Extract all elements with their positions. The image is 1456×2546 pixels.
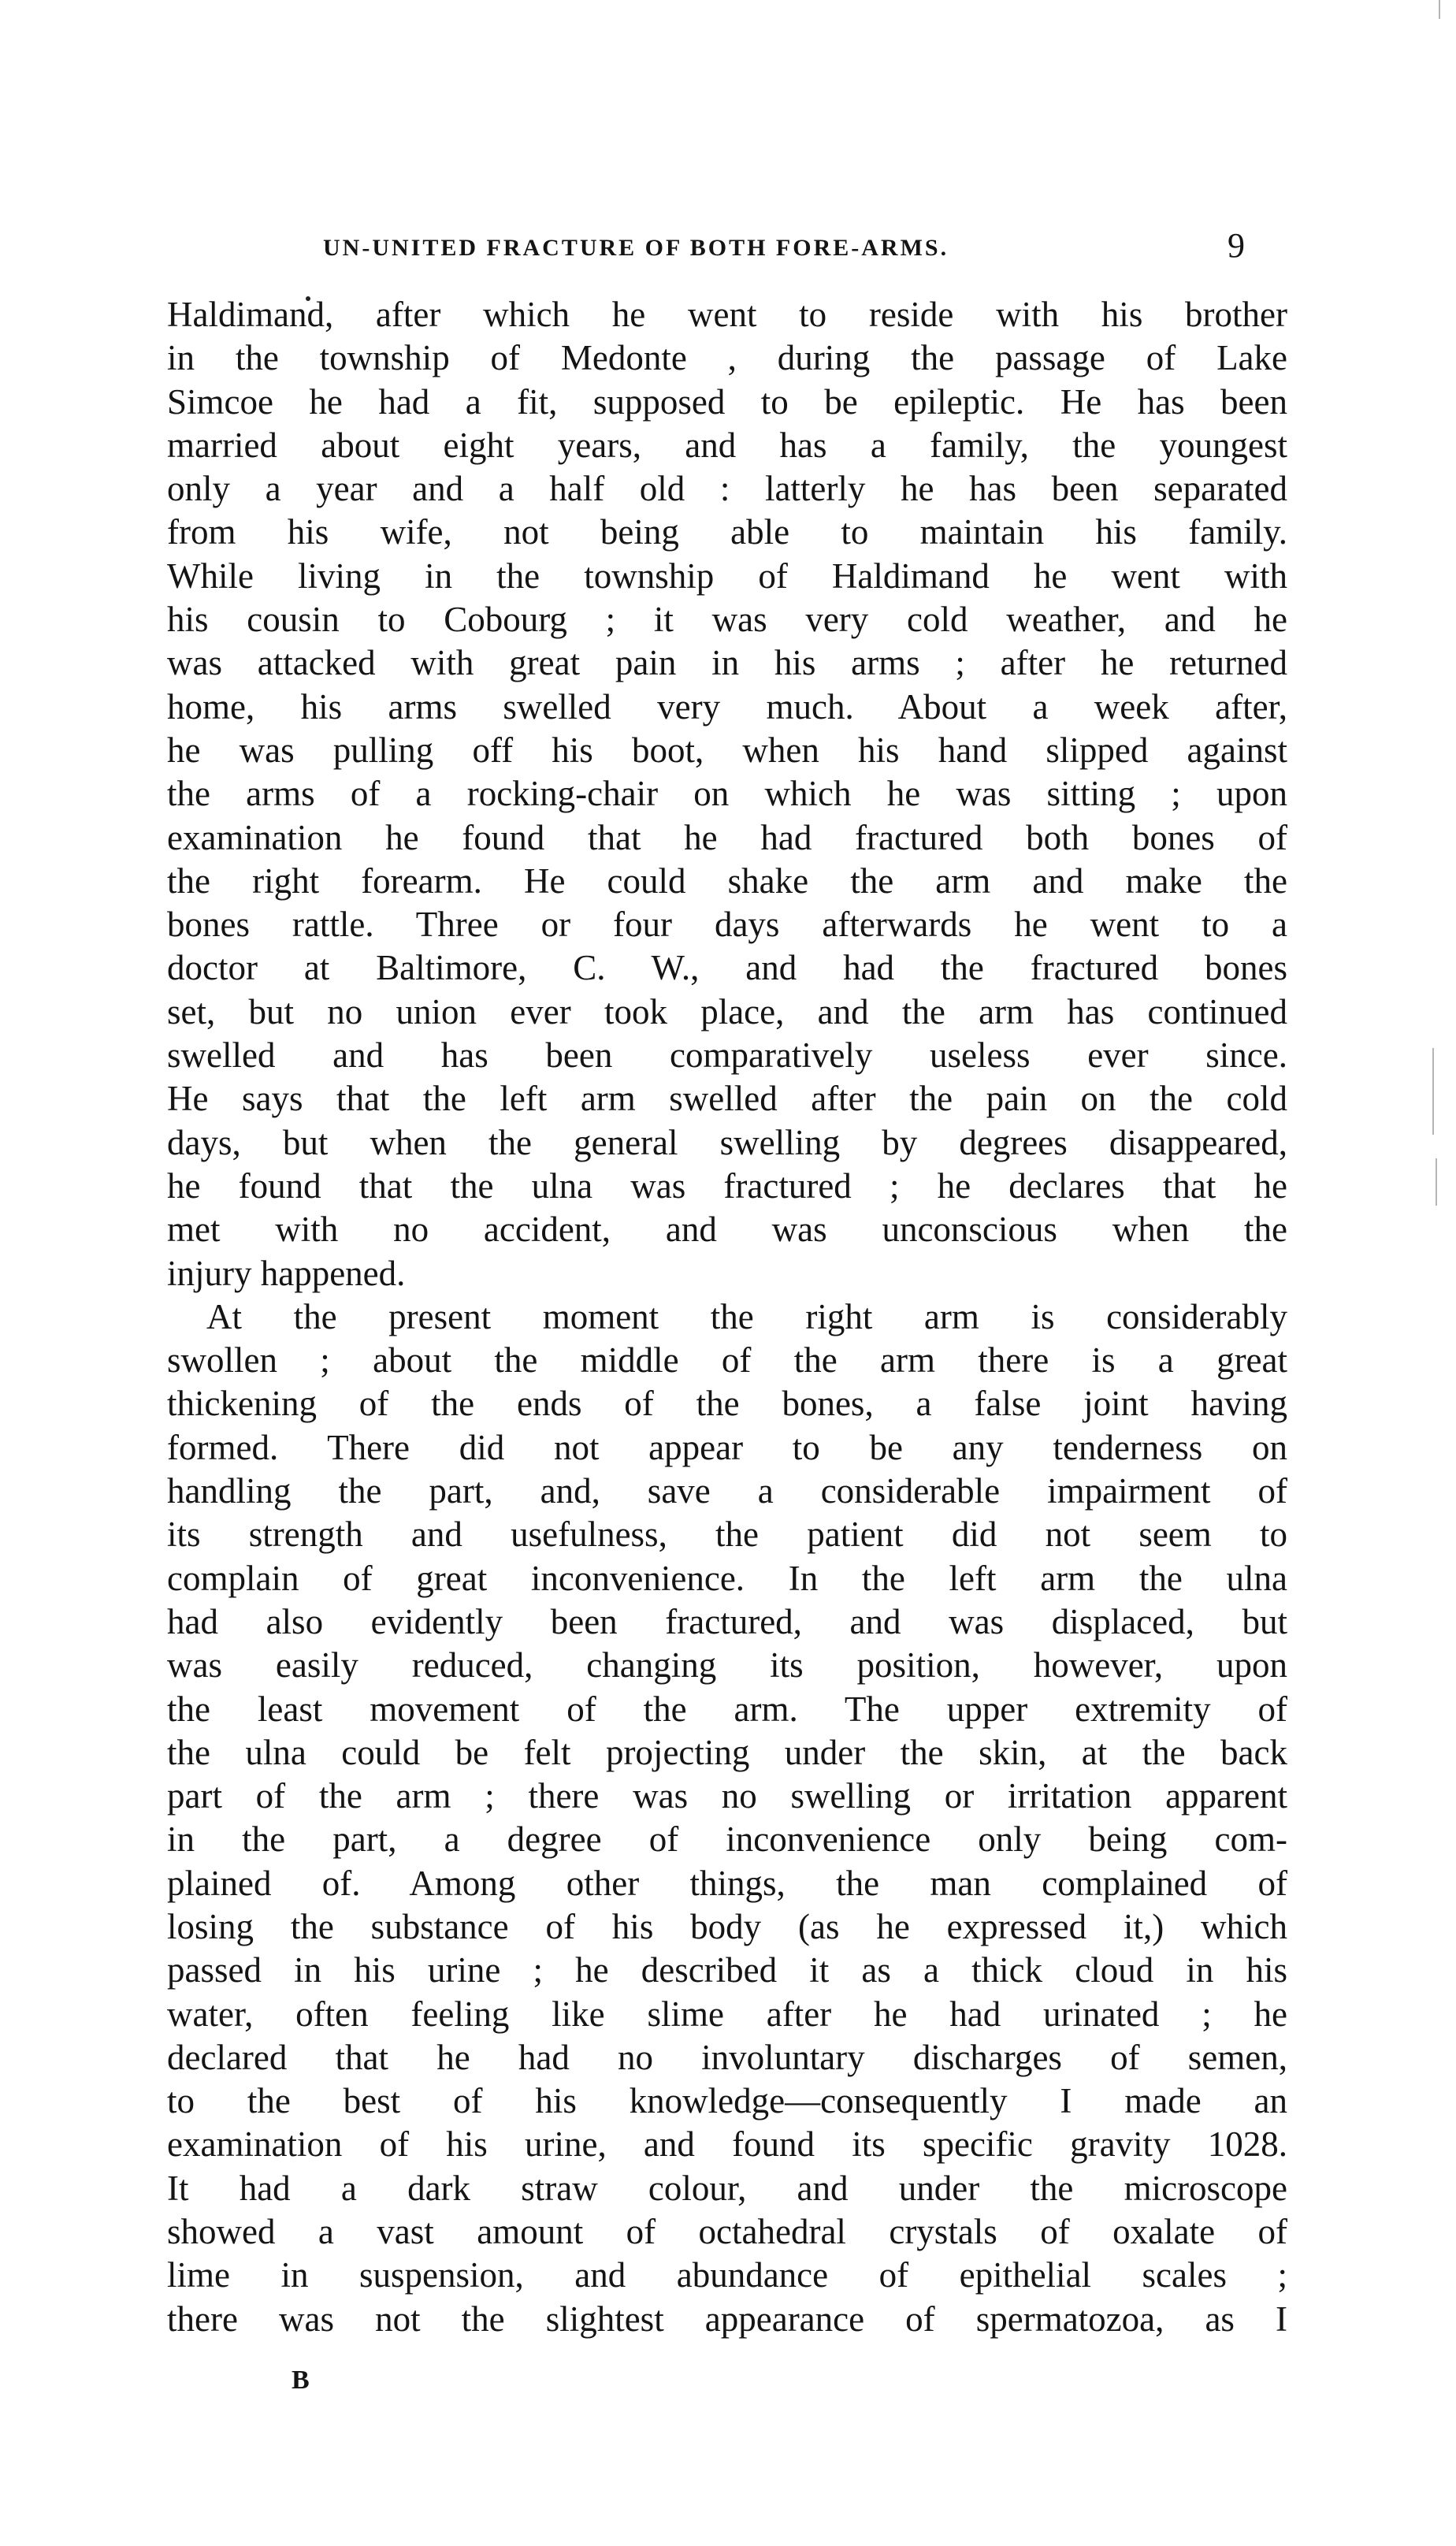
text-line: part of the arm ; there was no swelling or irritation apparent [167, 1776, 1287, 1816]
text-line: from his wife, not being able to maintain his family. [167, 512, 1287, 552]
text-line: He says that the left arm swelled after the pain on the cold [167, 1079, 1287, 1119]
text-line: home, his arms swelled very much. About a week after, [167, 686, 1287, 727]
text-line: doctor at Baltimore, C. W., and had the fractured bones [167, 948, 1287, 988]
signature-mark: B [292, 2366, 310, 2395]
text-line: losing the substance of his body (as he expressed it,) which [167, 1906, 1287, 1946]
text-line: showed a vast amount of octahedral crystals of oxalate of [167, 2212, 1287, 2252]
text-line: declared that he had no involuntary discharges of semen, [167, 2037, 1287, 2077]
text-line: his cousin to Cobourg ; it was very cold weather, and he [167, 600, 1287, 640]
text-line: complain of great inconvenience. In the left arm the ulna [167, 1558, 1287, 1598]
text-line: swelled and has been comparatively useless ever since. [167, 1035, 1287, 1076]
text-line: married about eight years, and has a family, the youngest [167, 425, 1287, 465]
text-line: there was not the slightest appearance of spermatozoa, as I [167, 2299, 1287, 2339]
text-line: its strength and usefulness, the patient did not seem to [167, 1515, 1287, 1555]
body-text [167, 293, 1287, 2341]
text-line: bones rattle. Three or four days afterwards he went to a [167, 905, 1287, 945]
text-line: examination he found that he had fractured both bones of [167, 817, 1287, 857]
text-line: days, but when the general swelling by degrees disappeared, [167, 1122, 1287, 1162]
text-line: examination of his urine, and found its specific gravity 1028. [167, 2124, 1287, 2165]
text-line: in the township of Medonte , during the passage of Lake [167, 338, 1287, 378]
text-line: to the best of his knowledge—consequently I made an [167, 2081, 1287, 2121]
text-line: Simcoe he had a fit, supposed to be epileptic. He has been [167, 381, 1287, 422]
text-line: the least movement of the arm. The upper extremity of [167, 1689, 1287, 1729]
text-line: set, but no union ever took place, and the arm has continued [167, 991, 1287, 1031]
text-line: in the part, a degree of inconvenience only being com- [167, 1819, 1287, 1860]
text-line: It had a dark straw colour, and under the microscope [167, 2168, 1287, 2208]
text-line: injury happened. [167, 1253, 406, 1293]
running-head: UN-UNITED FRACTURE OF BOTH FORE-ARMS. [323, 235, 949, 261]
text-line: formed. There did not appear to be any tenderness on [167, 1427, 1287, 1467]
text-line: was attacked with great pain in his arms ; after he returned [167, 643, 1287, 683]
scan-edge-mark [1432, 1048, 1434, 1135]
text-line: met with no accident, and was unconscious when the [167, 1210, 1287, 1250]
page-number: 9 [1228, 226, 1245, 265]
scan-edge-mark [1439, 0, 1440, 19]
text-line: the arms of a rocking-chair on which he was sitting ; upon [167, 774, 1287, 814]
text-line: handling the part, and, save a considerable impairment of [167, 1471, 1287, 1511]
text-line: While living in the township of Haldimand he went with [167, 556, 1287, 596]
scan-edge-mark [1436, 1158, 1437, 1206]
text-line: he found that the ulna was fractured ; he declares that he [167, 1165, 1287, 1206]
text-line: lime in suspension, and abundance of epithelial scales ; [167, 2255, 1287, 2295]
text-line: water, often feeling like slime after he had urinated ; he [167, 1994, 1287, 2034]
text-line: passed in his urine ; he described it as a thick cloud in his [167, 1950, 1287, 1990]
text-line: thickening of the ends of the bones, a false joint having [167, 1384, 1287, 1424]
text-line: had also evidently been fractured, and was displaced, but [167, 1601, 1287, 1641]
text-line: the ulna could be felt projecting under the skin, at the back [167, 1732, 1287, 1772]
text-line: swollen ; about the middle of the arm there is a great [167, 1340, 1287, 1381]
text-line: the right forearm. He could shake the arm and make the [167, 860, 1287, 901]
text-line: was easily reduced, changing its position, however, upon [167, 1645, 1287, 1686]
text-line: Haldimand, after which he went to reside with his brother [167, 295, 1287, 334]
text-line: he was pulling off his boot, when his hand slipped against [167, 730, 1287, 770]
text-line: At the present moment the right arm is considerably [206, 1296, 1287, 1336]
text-line: plained of. Among other things, the man complained of [167, 1863, 1287, 1903]
text-line: only a year and a half old : latterly he has been separated [167, 469, 1287, 509]
